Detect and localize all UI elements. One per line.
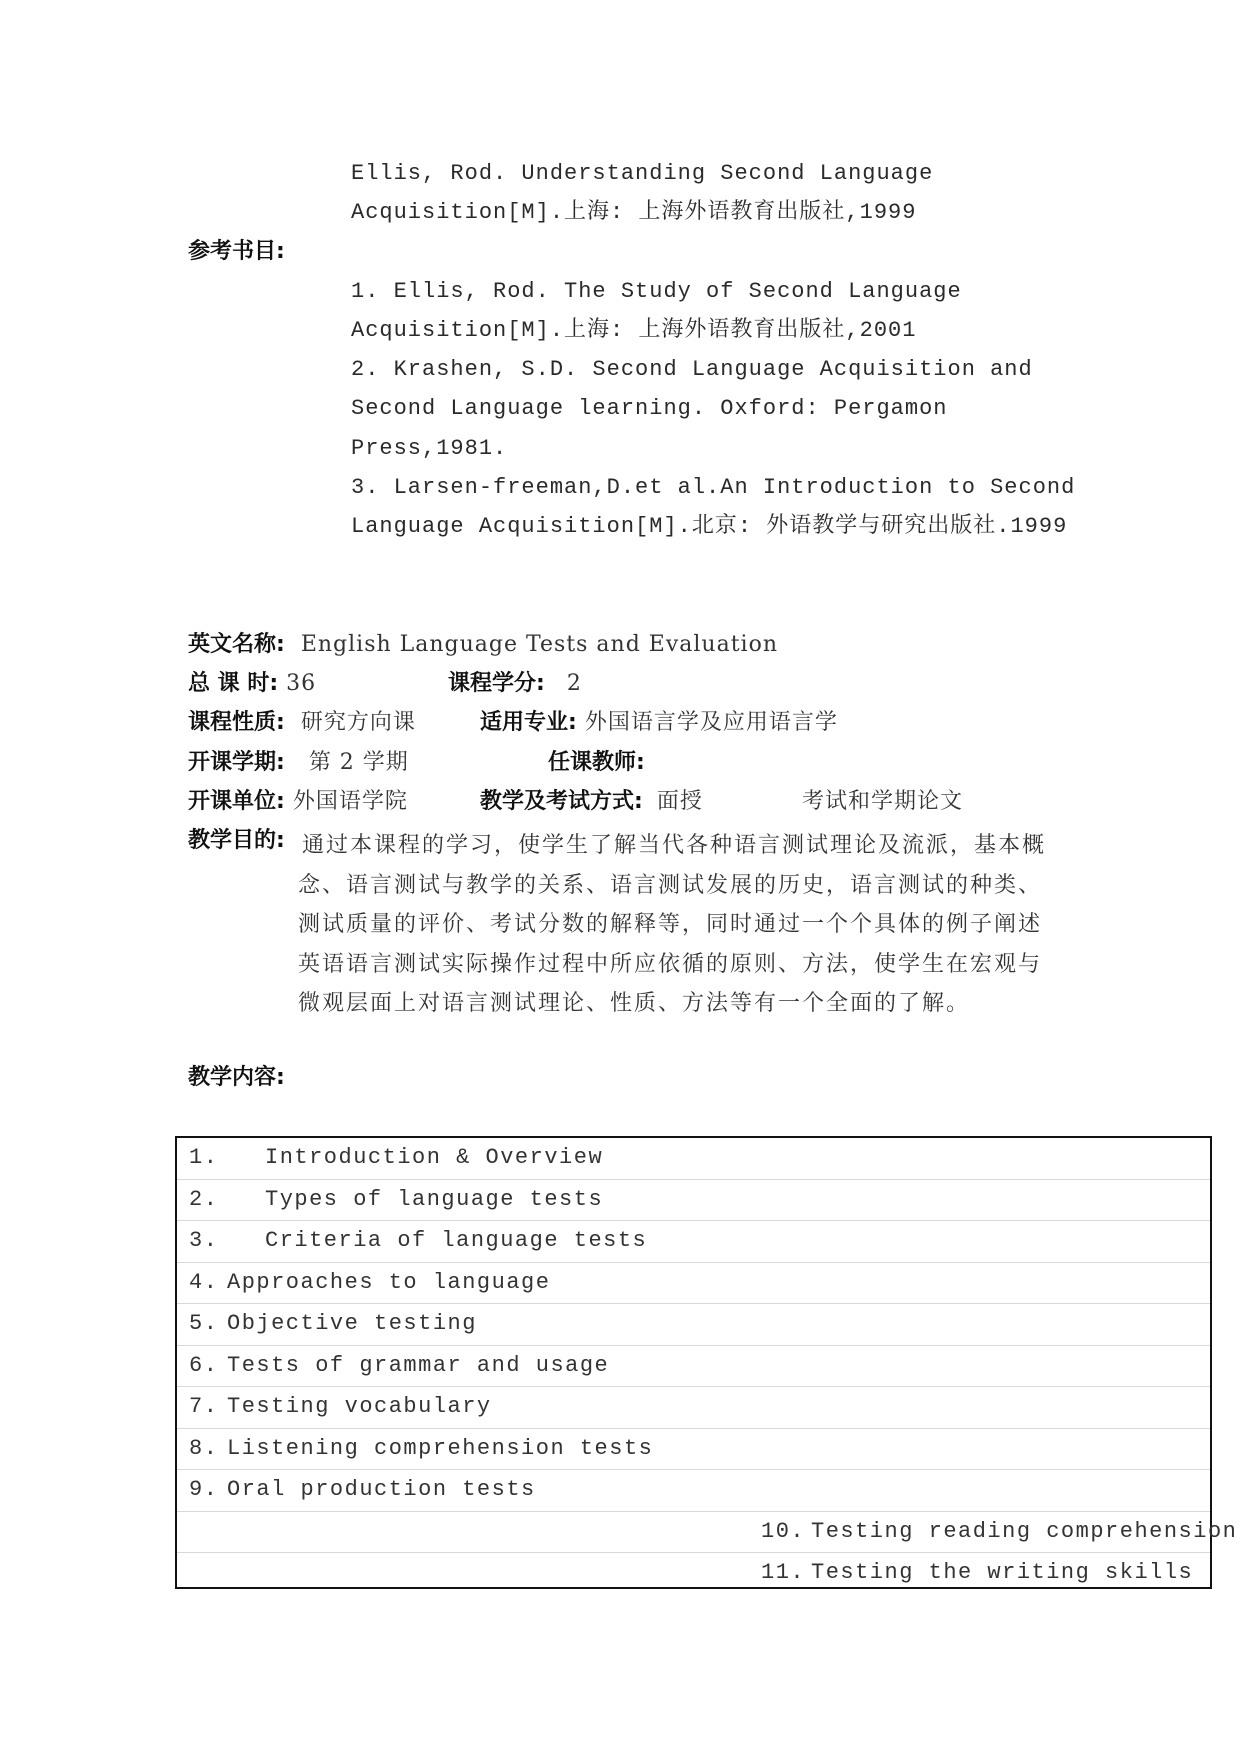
credits-value: 2 — [566, 671, 582, 696]
item-text: Objective testing — [227, 1311, 477, 1336]
item-text: Oral production tests — [227, 1477, 536, 1502]
item-number: 9. — [189, 1477, 219, 1502]
table-row — [177, 1346, 1210, 1388]
credits-label: 课程学分: — [448, 671, 545, 696]
table-row — [177, 1180, 1210, 1222]
unit-value: 外国语学院 — [292, 789, 408, 814]
major-value: 外国语言学及应用语言学 — [584, 710, 838, 735]
semester-label: 开课学期: — [188, 750, 285, 775]
item-number: 2. — [189, 1186, 219, 1212]
item-text: Tests of grammar and usage — [227, 1352, 610, 1378]
semester-value: 第 2 学期 — [308, 750, 409, 775]
item-number: 3. — [189, 1228, 219, 1253]
table-row — [177, 1263, 1210, 1305]
table-row — [177, 1512, 1238, 1554]
table-row — [177, 1553, 1210, 1595]
item-number: 1. — [189, 1145, 219, 1170]
english-name-row — [188, 630, 778, 660]
content-table — [175, 1136, 1238, 1589]
item-text: Approaches to language — [227, 1269, 551, 1295]
method-label: 教学及考试方式: — [480, 789, 643, 814]
item-number: 7. — [189, 1394, 219, 1419]
item-number: 5. — [189, 1311, 219, 1336]
item-text: Testing the writing skills — [811, 1560, 1194, 1585]
unit-row — [188, 787, 408, 817]
bibliography-line: Language Acquisition[M].北京: 外语教学与研究出版社.1999 — [351, 514, 1068, 539]
hours-label: 总 课 时: — [188, 671, 279, 696]
item-number: 10. — [761, 1518, 806, 1544]
table-row — [177, 1138, 1210, 1180]
bibliography-label: 参考书目: — [188, 239, 285, 264]
bibliography-line: 2. Krashen, S.D. Second Language Acquisition and — [351, 357, 1033, 382]
english-name-label: 英文名称: — [188, 632, 285, 657]
item-text: Testing vocabulary — [227, 1394, 492, 1419]
hours-row — [188, 669, 316, 699]
method-value: 面授 — [656, 789, 703, 814]
table-row — [177, 1429, 1210, 1471]
major-label: 适用专业: — [480, 710, 577, 735]
item-number: 6. — [189, 1352, 219, 1378]
item-text: Introduction & Overview — [265, 1145, 604, 1170]
item-text: Criteria of language tests — [265, 1228, 648, 1253]
bibliography-line: Acquisition[M].上海: 上海外语教育出版社,2001 — [351, 318, 917, 343]
content-label: 教学内容: — [188, 1065, 285, 1090]
nature-label: 课程性质: — [188, 710, 285, 735]
table-row — [177, 1470, 1210, 1512]
exam-value: 考试和学期论文 — [802, 789, 964, 814]
nature-value: 研究方向课 — [300, 710, 416, 735]
reference-line: Acquisition[M].上海: 上海外语教育出版社,1999 — [351, 200, 917, 225]
method-row — [480, 787, 703, 817]
teacher-label: 任课教师: — [548, 750, 645, 775]
item-text: Testing reading comprehension — [811, 1518, 1238, 1544]
semester-row — [188, 748, 409, 778]
item-text: Listening comprehension tests — [227, 1435, 654, 1461]
item-number: 4. — [189, 1269, 219, 1295]
purpose-text: 通过本课程的学习，使学生了解当代各种语言测试理论及流派，基本概念、语言测试与教学的关系、语言测试发展的历史，语言测试的种类、测试质量的评价、考试分数的解释等，同时通过一个个具体的例子阐述英语语言测试实际操作过程中所应依循的原则、方法，使学生在宏观与微观层面上对语言测试理论、性质、方法等有一个全面的了解。 — [298, 833, 1047, 1016]
hours-value: 36 — [286, 671, 317, 696]
purpose-label: 教学目的: — [188, 828, 285, 853]
reference-line: Ellis, Rod. Understanding Second Language — [351, 161, 934, 186]
item-text: Types of language tests — [265, 1186, 604, 1212]
bibliography-line: Press,1981. — [351, 436, 508, 461]
bibliography-line: Second Language learning. Oxford: Pergamon — [351, 396, 948, 421]
table-row — [177, 1304, 1210, 1346]
unit-label: 开课单位: — [188, 789, 285, 814]
english-name-value: English Language Tests and Evaluation — [300, 632, 778, 657]
bibliography-line: 1. Ellis, Rod. The Study of Second Language — [351, 279, 962, 304]
bibliography-line: 3. Larsen-freeman,D.et al.An Introduction to Second — [351, 475, 1076, 500]
credits-row — [448, 669, 582, 699]
table-row — [177, 1221, 1210, 1263]
nature-row — [188, 708, 416, 738]
item-number: 11. — [761, 1560, 806, 1585]
item-number: 8. — [189, 1435, 219, 1461]
table-row — [177, 1387, 1210, 1429]
teacher-row — [548, 748, 645, 778]
major-row — [480, 708, 838, 738]
